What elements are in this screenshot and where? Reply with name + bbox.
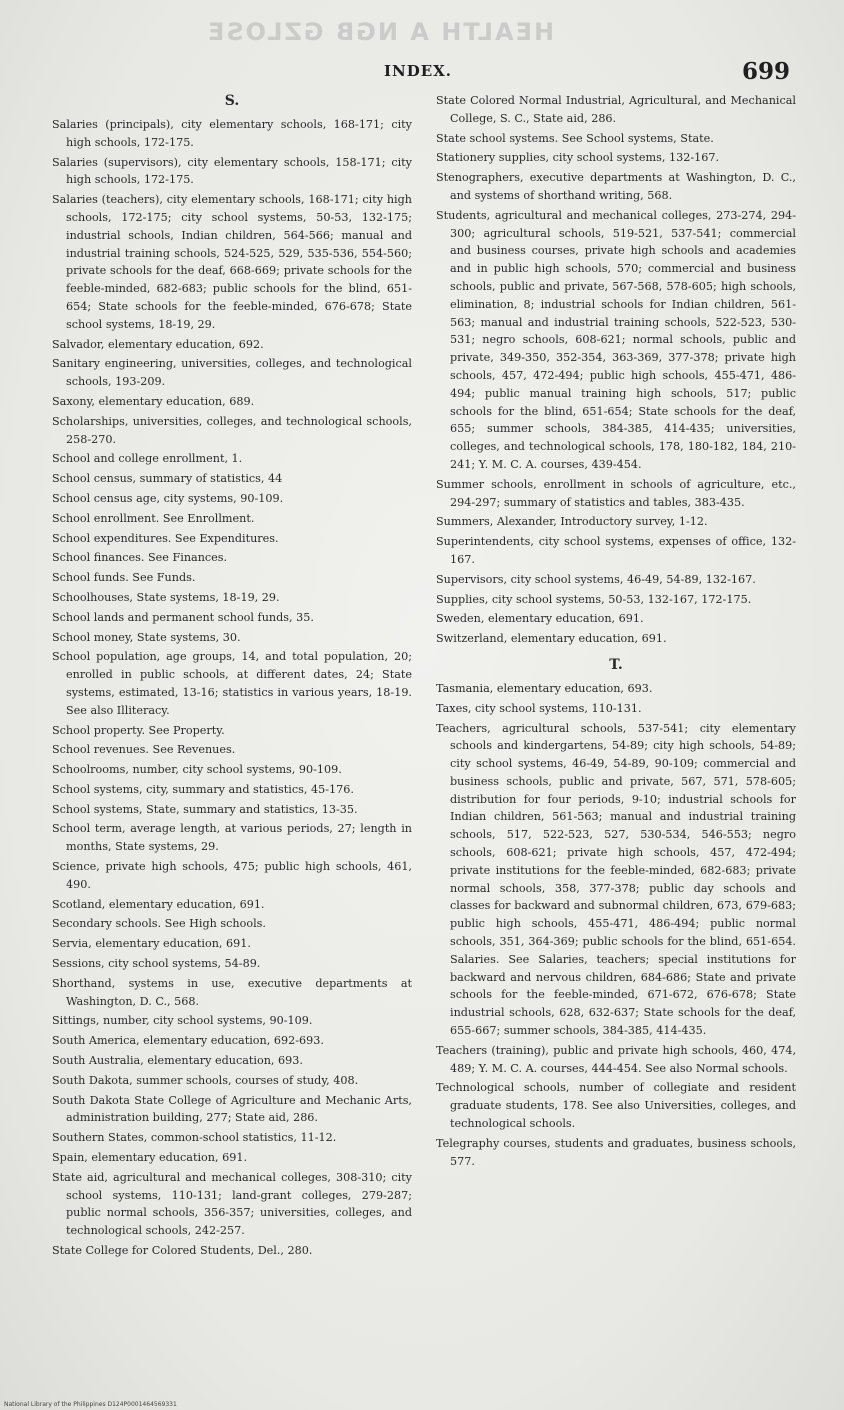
index-entry: Shorthand, systems in use, executive departments at Washington, D. C., 568. <box>52 976 412 1008</box>
index-entry: Salvador, elementary education, 692. <box>52 337 264 351</box>
index-entry: Secondary schools. See High schools. <box>52 917 266 931</box>
index-entry: Students, agricultural and mechanical colleges, 273-274, 294-300; agricultural schools, 519-521, 537-541; commercial and business courses, private high schools and academies and in public high schools, 570; commercial and business schools, public and private, 567-568, 578-605; high schools, elimination, 8; industrial schools for Indian children, 561-563; manual and industrial training schools, 522-523, 530-531; negro schools, 608-621; normal schools, public and private, 349-350, 352-354, 363-369, 377-378; private high schools, 457, 472-494; public high schools, 455-471, 486-494; public manual training high schools, 517; public schools for the blind, 651-654; State schools for the deaf, 655; summer schools, 384-385, 414-435; universities, colleges, and technological schools, 178, 180-182, 184, 210-241; Y. M. C. A. courses, 439-454. <box>436 208 796 471</box>
index-entry: Teachers (training), public and private high schools, 460, 474, 489; Y. M. C. A. courses, 444-454. See also Normal schools. <box>436 1043 796 1075</box>
index-entry: School census age, city systems, 90-109. <box>52 491 284 505</box>
index-entry: State school systems. See School systems, State. <box>436 131 714 145</box>
index-entry: Tasmania, elementary education, 693. <box>436 681 653 695</box>
index-entry: Sessions, city school systems, 54-89. <box>52 957 261 971</box>
index-entry: School funds. See Funds. <box>52 571 196 585</box>
page-number: 699 <box>742 58 791 85</box>
left-column <box>52 92 412 1262</box>
index-entry: School enrollment. See Enrollment. <box>52 511 255 525</box>
index-entry: Sanitary engineering, universities, colleges, and technological schools, 193-209. <box>52 357 412 389</box>
index-entry: Salaries (supervisors), city elementary schools, 158-171; city high schools, 172-175. <box>52 155 412 187</box>
right-column <box>436 92 796 1172</box>
index-entry: Supplies, city school systems, 50-53, 132-167, 172-175. <box>436 592 752 606</box>
index-entry: Summer schools, enrollment in schools of agriculture, etc., 294-297; summary of statistics and tables, 383-435. <box>436 477 796 509</box>
scan-footer: National Library of the Philippines D124P0001464569331 <box>4 1401 177 1408</box>
index-entry: South Dakota, summer schools, courses of study, 408. <box>52 1073 359 1087</box>
index-entry: Salaries (teachers), city elementary schools, 168-171; city high schools, 172-175; city school systems, 50-53, 132-175; industrial schools, Indian children, 564-566; manual and industrial training schools, 524-525, 529, 535-536, 554-560; private schools for the deaf, 668-669; private schools for the feeble-minded, 682-683; public schools for the blind, 651-654; State schools for the feeble-minded, 676-678; State school systems, 18-19, 29. <box>52 193 412 331</box>
index-entry: Sweden, elementary education, 691. <box>436 612 644 626</box>
left-entries-list <box>52 116 412 1260</box>
index-entry: South Australia, elementary education, 693. <box>52 1054 303 1068</box>
index-entry: School systems, State, summary and statistics, 13-35. <box>52 802 358 816</box>
index-entry: Stenographers, executive departments at Washington, D. C., and systems of shorthand writing, 568. <box>436 171 796 202</box>
index-entry: Science, private high schools, 475; public high schools, 461, 490. <box>52 860 412 891</box>
index-entry: Superintendents, city school systems, expenses of office, 132-167. <box>436 535 796 566</box>
index-entry: Teachers, agricultural schools, 537-541; city elementary schools and kindergartens, 54-89; city high schools, 54-89; city school systems, 46-49, 54-89, 90-109; commercial and business schools, public and private, 567, 571, 578-605; distribution for four periods, 9-10; industrial schools for Indian children, 561-563; manual and industrial training schools, 517, 522-523, 527, 530-534, 546-553; negro schools, 608-621; private high schools, 457, 472-494; private institutions for the feeble-minded, 682-683; private normal schools, 358, 377-378; public day schools and classes for backward and subnormal children, 673, 679-683; public high schools, 455-471, 486-494; public normal schools, 351, 364-369; public schools for the blind, 651-654. Salaries. See Salaries, teachers; special institutions for backward and nervous children, 684-686; State and private schools for the feeble-minded, 671-672, 676-678; State industrial schools, 628, 632-637; State schools for the deaf, 655-667; summer schools, 384-385, 414-435. <box>436 721 796 1038</box>
index-entry: Summers, Alexander, Introductory survey, 1-12. <box>436 515 708 529</box>
index-entry: Sittings, number, city school systems, 90-109. <box>52 1014 313 1028</box>
index-entry: School systems, city, summary and statistics, 45-176. <box>52 782 354 796</box>
index-entry: School revenues. See Revenues. <box>52 743 236 757</box>
index-entry: Technological schools, number of collegiate and resident graduate students, 178. See also Universities, colleges, and technological schools. <box>436 1081 796 1131</box>
index-entry: School property. See Property. <box>52 723 225 737</box>
index-entry: Schoolhouses, State systems, 18-19, 29. <box>52 590 280 604</box>
index-entry: Switzerland, elementary education, 691. <box>436 632 667 646</box>
index-entry: Servia, elementary education, 691. <box>52 937 251 951</box>
index-entry: Taxes, city school systems, 110-131. <box>436 701 642 715</box>
bleed-through-text: HEALTH A NGB GZLOSE <box>205 18 555 46</box>
page-header <box>0 60 844 90</box>
index-entry: Scotland, elementary education, 691. <box>52 897 265 911</box>
index-entry: Stationery supplies, city school systems, 132-167. <box>436 151 720 165</box>
index-entry: Spain, elementary education, 691. <box>52 1151 247 1165</box>
index-entry: School finances. See Finances. <box>52 551 228 565</box>
index-entry: School term, average length, at various periods, 27; length in months, State systems, 29. <box>52 822 412 854</box>
index-entry: Salaries (principals), city elementary schools, 168-171; city high schools, 172-175. <box>52 118 412 149</box>
index-entry: Southern States, common-school statistics, 11-12. <box>52 1131 337 1145</box>
index-entry: Scholarships, universities, colleges, and technological schools, 258-270. <box>52 414 412 446</box>
index-entry: School lands and permanent school funds, 35. <box>52 610 314 624</box>
index-entry: State College for Colored Students, Del., 280. <box>52 1244 313 1258</box>
section-letter-s: S. <box>224 93 240 109</box>
right-entries-list-s <box>436 92 796 648</box>
index-entry: School money, State systems, 30. <box>52 630 241 644</box>
section-letter-t: T. <box>609 656 623 673</box>
index-entry: Schoolrooms, number, city school systems, 90-109. <box>52 763 342 777</box>
index-entry: State Colored Normal Industrial, Agricultural, and Mechanical College, S. C., State aid, 286. <box>436 94 796 125</box>
index-entry: Saxony, elementary education, 689. <box>52 394 255 408</box>
right-entries-list-t <box>436 680 796 1171</box>
index-entry: South America, elementary education, 692-693. <box>52 1034 324 1048</box>
index-entry: Supervisors, city school systems, 46-49, 54-89, 132-167. <box>436 572 756 586</box>
page-title: INDEX. <box>384 62 453 80</box>
index-entry: School population, age groups, 14, and total population, 20; enrolled in public schools, at different dates, 24; State systems, estimated, 13-16; statistics in various years, 18-19. See also Illiteracy. <box>52 650 412 717</box>
index-entry: State aid, agricultural and mechanical colleges, 308-310; city school systems, 110-131; land-grant colleges, 279-287; public normal schools, 356-357; universities, colleges, and technological schools, 242-257. <box>52 1170 412 1238</box>
index-entry: School census, summary of statistics, 44 <box>52 472 283 486</box>
index-entry: Telegraphy courses, students and graduates, business schools, 577. <box>436 1136 796 1168</box>
index-entry: South Dakota State College of Agriculture and Mechanic Arts, administration building, 277; State aid, 286. <box>52 1093 412 1125</box>
index-entry: School expenditures. See Expenditures. <box>52 531 279 545</box>
index-entry: School and college enrollment, 1. <box>52 452 243 466</box>
